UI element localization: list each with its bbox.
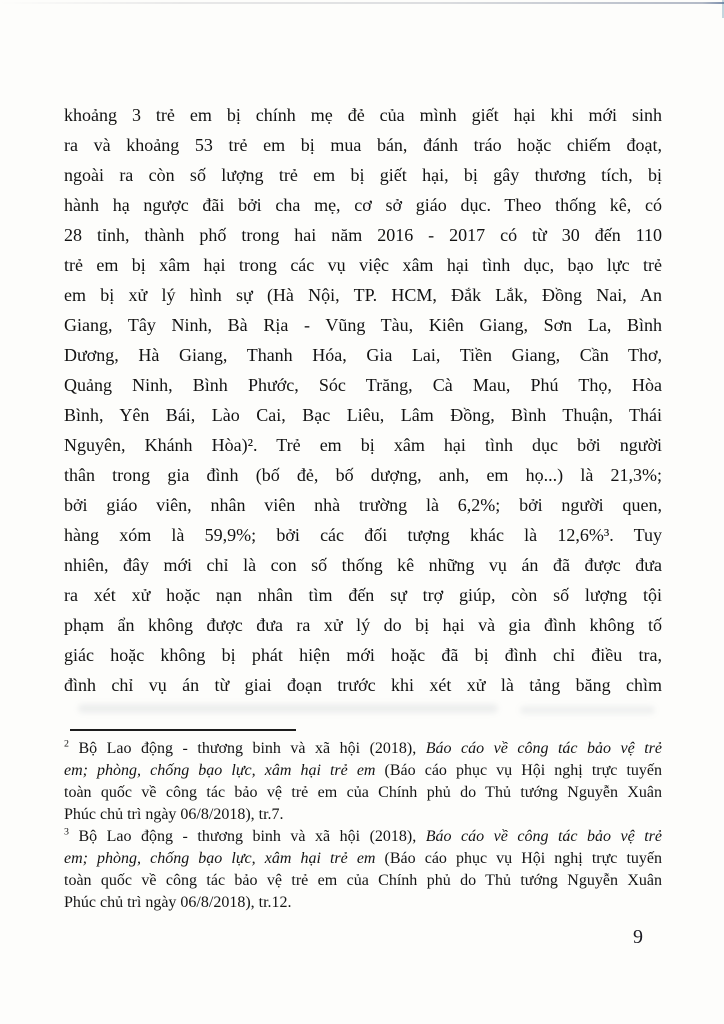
- body-line: hành hạ ngược đãi bởi cha mẹ, cơ sở giáo dục. Theo thống kê, có: [64, 195, 662, 215]
- footnote-marker: 3: [64, 826, 69, 838]
- body-line: Dương, Hà Giang, Thanh Hóa, Gia Lai, Tiền Giang, Cần Thơ,: [64, 345, 662, 365]
- scan-smudge: [78, 704, 498, 713]
- body-text: [64, 100, 662, 700]
- footnote-title-italic: em; phòng, chống bạo lực, xâm hại trẻ em: [64, 850, 376, 867]
- body-line: ra xét xử hoặc nạn nhân tìm đến sự trợ giúp, còn số lượng tội: [64, 585, 662, 605]
- footnote-title-italic: em; phòng, chống bạo lực, xâm hại trẻ em: [64, 762, 376, 779]
- body-line: giác hoặc không bị phát hiện mới hoặc đã bị đình chỉ điều tra,: [64, 645, 662, 665]
- footnote-marker: 2: [64, 738, 69, 750]
- footnote-line: [64, 760, 662, 782]
- body-line: nhiên, đây mới chỉ là con số thống kê những vụ án đã được đưa: [64, 555, 662, 575]
- body-line: Quảng Ninh, Bình Phước, Sóc Trăng, Cà Mau, Phú Thọ, Hòa: [64, 375, 662, 395]
- page-number: 9: [633, 926, 643, 948]
- body-line: khoảng 3 trẻ em bị chính mẹ đẻ của mình giết hại khi mới sinh: [64, 105, 662, 125]
- footnote-text: (Báo cáo phục vụ Hội nghị trực tuyến: [375, 762, 662, 779]
- footnote-title-italic: Báo cáo về công tác bảo vệ trẻ: [425, 828, 663, 845]
- body-line: bởi giáo viên, nhân viên nhà trường là 6,2%; bởi người quen,: [64, 495, 662, 515]
- footnote-line: toàn quốc về công tác bảo vệ trẻ em của Chính phủ do Thủ tướng Nguyễn Xuân: [64, 872, 662, 889]
- body-line: 28 tỉnh, thành phố trong hai năm 2016 - 2017 có từ 30 đến 110: [64, 225, 662, 245]
- footnote-text: (Báo cáo phục vụ Hội nghị trực tuyến: [375, 850, 662, 867]
- footnote-text: Bộ Lao động - thương binh và xã hội (2018),: [78, 828, 426, 845]
- body-line: thân trong gia đình (bố đẻ, bố dượng, anh, em họ...) là 21,3%;: [64, 465, 662, 485]
- body-line: đình chỉ vụ án từ giai đoạn trước khi xét xử là tảng băng chìm: [64, 675, 662, 695]
- body-line: hàng xóm là 59,9%; bởi các đối tượng khác là 12,6%³. Tuy: [64, 525, 662, 545]
- body-line: Nguyên, Khánh Hòa)². Trẻ em bị xâm hại tình dục bởi người: [64, 435, 662, 455]
- footnote-2: [64, 738, 662, 826]
- footnotes: [64, 738, 662, 914]
- footnote-3: [64, 826, 662, 914]
- body-line: Bình, Yên Bái, Lào Cai, Bạc Liêu, Lâm Đồng, Bình Thuận, Thái: [64, 405, 662, 425]
- body-line: trẻ em bị xâm hại trong các vụ việc xâm hại tình dục, bạo lực trẻ: [64, 255, 662, 275]
- body-line: ngoài ra còn số lượng trẻ em bị giết hại, bị gây thương tích, bị: [64, 165, 662, 185]
- footnote-separator: [70, 729, 296, 731]
- body-line: ra và khoảng 53 trẻ em bị mua bán, đánh tráo hoặc chiếm đoạt,: [64, 135, 662, 155]
- body-line: em bị xử lý hình sự (Hà Nội, TP. HCM, Đắk Lắk, Đồng Nai, An: [64, 285, 662, 305]
- scan-smudge: [520, 706, 655, 714]
- scan-artifact-top-line: [0, 2, 724, 4]
- footnote-line: Phúc chủ trì ngày 06/8/2018), tr.12.: [64, 894, 292, 911]
- footnote-text: Bộ Lao động - thương binh và xã hội (2018),: [78, 740, 426, 757]
- footnote-line: [64, 738, 662, 760]
- footnote-title-italic: Báo cáo về công tác bảo vệ trẻ: [425, 740, 663, 757]
- footnote-line: [64, 826, 662, 848]
- body-line: phạm ẩn không được đưa ra xử lý do bị hại và gia đình không tố: [64, 615, 662, 635]
- body-line: Giang, Tây Ninh, Bà Rịa - Vũng Tàu, Kiên Giang, Sơn La, Bình: [64, 315, 662, 335]
- footnote-line: toàn quốc về công tác bảo vệ trẻ em của Chính phủ do Thủ tướng Nguyễn Xuân: [64, 784, 662, 801]
- footnote-line: Phúc chủ trì ngày 06/8/2018), tr.7.: [64, 806, 284, 823]
- footnote-line: [64, 848, 662, 870]
